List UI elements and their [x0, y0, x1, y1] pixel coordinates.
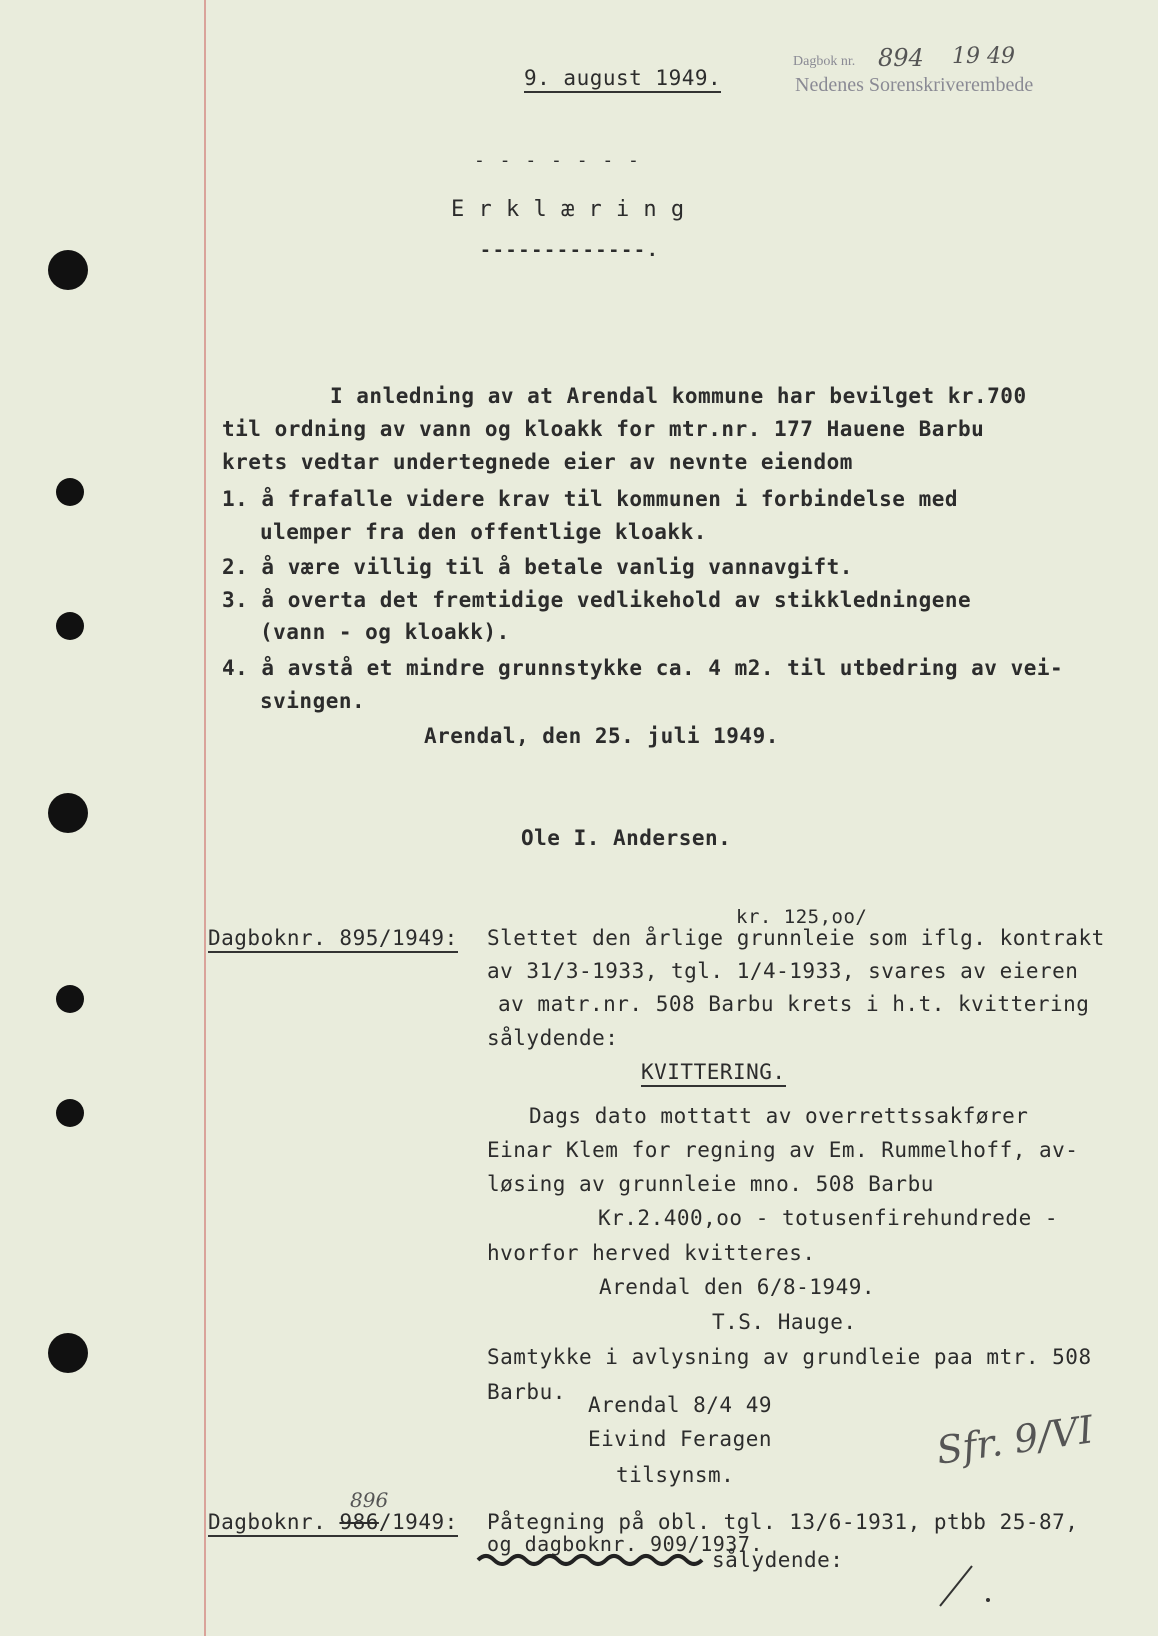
- punch-hole: [56, 1099, 84, 1127]
- declaration-line: til ordning av vann og kloakk for mtr.nr. 177 Hauene Barbu: [222, 417, 985, 441]
- declaration-place-date: Arendal, den 25. juli 1949.: [424, 724, 779, 748]
- strike-scribble: [476, 1550, 712, 1570]
- stamp-label: Dagbok nr.: [793, 54, 856, 69]
- consent-signature: Eivind Feragen: [588, 1427, 773, 1451]
- separator-dashes: - - - - - - -: [474, 150, 641, 171]
- declaration-line: 3. å overta det fremtidige vedlikehold av stikkledningene: [222, 588, 972, 612]
- punch-hole: [48, 1333, 88, 1373]
- punch-hole: [56, 612, 84, 640]
- receipt-signature: T.S. Hauge.: [712, 1310, 857, 1334]
- declaration-line: 2. å være villig til å betale vanlig vannavgift.: [222, 555, 853, 579]
- journal-reference: [208, 1510, 458, 1537]
- punch-hole: [56, 985, 84, 1013]
- declaration-line: 1. å frafalle videre krav til kommunen i forbindelse med: [222, 487, 959, 511]
- interlinear-amount: kr. 125,oo/: [736, 906, 868, 928]
- declaration-line: krets vedtar undertegnede eier av nevnte eiendom: [222, 450, 853, 474]
- entry-line: Påtegning på obl. tgl. 13/6-1931, ptbb 25-87,: [487, 1510, 1079, 1534]
- consent-place-date: Arendal 8/4 49: [588, 1393, 773, 1417]
- entry-line: av matr.nr. 508 Barbu krets i h.t. kvittering: [498, 992, 1090, 1016]
- punch-hole: [48, 793, 88, 833]
- receipt-title: KVITTERING.: [641, 1060, 786, 1087]
- margin-rule: [204, 0, 206, 1636]
- stamp-year: 19 49: [952, 44, 1015, 69]
- receipt-line: Einar Klem for regning av Em. Rummelhoff, av-: [487, 1138, 1079, 1162]
- punch-hole: [56, 478, 84, 506]
- punch-hole: [48, 250, 88, 290]
- consent-title: tilsynsm.: [616, 1463, 735, 1487]
- receipt-line: Arendal den 6/8-1949.: [599, 1275, 876, 1299]
- reference-struck: 986: [339, 1510, 379, 1534]
- entry-line: sålydende:: [487, 1026, 619, 1050]
- declaration-line: (vann - og kloakk).: [260, 620, 510, 644]
- declaration-signature: Ole I. Andersen.: [521, 826, 732, 850]
- reference-correction: 896: [350, 1488, 389, 1512]
- declaration-line: ulemper fra den offentlige kloakk.: [260, 520, 707, 544]
- receipt-line: løsing av grunnleie mno. 508 Barbu: [487, 1172, 934, 1196]
- entry-line: Slettet den årlige grunnleie som iflg. kontrakt: [487, 926, 1105, 950]
- receipt-line: hvorfor herved kvitteres.: [487, 1241, 816, 1265]
- stamp-office: Nedenes Sorenskriverembede: [795, 74, 1034, 96]
- declaration-line: 4. å avstå et mindre grunnstykke ca. 4 m2. til utbedring av vei-: [222, 656, 1064, 680]
- handwritten-note: Sfr. 9/VI: [933, 1407, 1096, 1473]
- receipt-line: Kr.2.400,oo - totusenfirehundrede -: [598, 1206, 1059, 1230]
- entry-line: av 31/3-1933, tgl. 1/4-1933, svares av eieren: [487, 959, 1079, 983]
- entry-line: sålydende:: [712, 1548, 844, 1572]
- receipt-line: Dags dato mottatt av overrettssakfører: [529, 1104, 1029, 1128]
- reference-suffix: /1949:: [378, 1510, 458, 1534]
- entry-line: og dagboknr. 909/1937.: [487, 1532, 763, 1556]
- document-date: 9. august 1949.: [524, 66, 721, 93]
- stamp-number: 894: [878, 44, 924, 72]
- pen-mark: [936, 1556, 996, 1616]
- declaration-line: svingen.: [260, 689, 366, 713]
- consent-line: Barbu.: [487, 1380, 566, 1404]
- declaration-line: I anledning av at Arendal kommune har bevilget kr.700: [330, 384, 1027, 408]
- journal-reference: Dagboknr. 895/1949:: [208, 926, 458, 953]
- consent-line: Samtykke i avlysning av grundleie paa mtr. 508: [487, 1345, 1092, 1369]
- reference-prefix: Dagboknr.: [208, 1510, 327, 1534]
- title-rule: -------------.: [480, 240, 660, 261]
- document-title: E r k l æ r i n g: [451, 197, 685, 222]
